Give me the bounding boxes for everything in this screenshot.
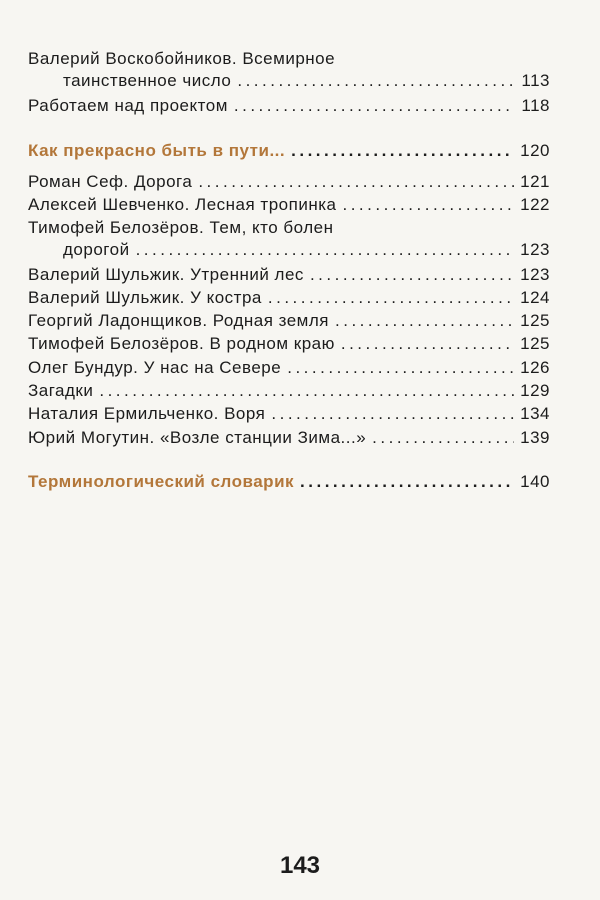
toc-entry-shulzhik-campfire[interactable] — [28, 287, 550, 309]
toc-entry-bundur[interactable] — [28, 357, 550, 379]
toc-entry-title: Загадки — [28, 381, 94, 400]
dot-leader — [99, 380, 514, 402]
section-heading-title: Терминологический словарик — [28, 472, 295, 491]
dot-leader — [300, 471, 514, 493]
toc-entry-title-continued: дорогой — [63, 240, 130, 259]
toc-entry-title-continued: таинственное число — [63, 71, 232, 90]
toc-page-number: 139 — [520, 428, 550, 447]
toc-entry-title: Валерий Шульжик. У костра — [28, 288, 262, 307]
toc-page-number: 126 — [520, 358, 550, 377]
toc-entry-title: Валерий Воскобойников. Всемирное — [28, 49, 336, 68]
toc-page-number: 125 — [520, 334, 550, 353]
toc-page-number: 124 — [520, 288, 550, 307]
toc-entry-title: Наталия Ермильченко. Воря — [28, 404, 266, 423]
toc-entry-mogutin[interactable] — [28, 427, 550, 449]
dot-leader — [310, 264, 514, 286]
toc-entry-title: Алексей Шевченко. Лесная тропинка — [28, 195, 337, 214]
dot-leader — [198, 171, 514, 193]
toc-entry-title: Тимофей Белозёров. Тем, кто болен — [28, 218, 334, 237]
toc-entry-sef[interactable] — [28, 171, 550, 193]
dot-leader — [372, 427, 514, 449]
toc-page-number: 140 — [520, 472, 550, 491]
toc-page-number: 122 — [520, 195, 550, 214]
toc-page-number: 121 — [520, 172, 550, 191]
dot-leader — [268, 287, 514, 309]
dot-leader — [341, 333, 514, 355]
toc-entry-project[interactable] — [28, 95, 550, 117]
toc-entry-belozerov-road[interactable] — [28, 217, 550, 261]
dot-leader — [342, 194, 514, 216]
section-heading-title: Как прекрасно быть в пути... — [28, 141, 286, 160]
toc-entry-ladonshchikov[interactable] — [28, 310, 550, 332]
toc-entry-title: Работаем над проектом — [28, 96, 228, 115]
toc-entry-title: Георгий Ладонщиков. Родная земля — [28, 311, 329, 330]
toc-page-number: 134 — [520, 404, 550, 423]
page-number: 143 — [279, 852, 321, 879]
toc-entry-riddles[interactable] — [28, 380, 550, 402]
toc-page-number: 120 — [520, 141, 550, 160]
toc-entry-shevchenko[interactable] — [28, 194, 550, 216]
toc-page-number: 123 — [520, 265, 550, 284]
toc-entry-shulzhik-forest[interactable] — [28, 264, 550, 286]
dot-leader — [287, 357, 514, 379]
dot-leader — [291, 140, 514, 162]
toc-entry-voskoboynikov[interactable] — [28, 48, 550, 92]
toc-entry-title: Валерий Шульжик. Утренний лес — [28, 265, 304, 284]
dot-leader — [335, 310, 514, 332]
toc-entry-title: Олег Бундур. У нас на Севере — [28, 358, 282, 377]
dot-leader — [237, 70, 514, 92]
toc-entry-ermilchenko[interactable] — [28, 403, 550, 425]
toc-entry-title: Юрий Могутин. «Возле станции Зима...» — [28, 428, 367, 447]
dot-leader — [271, 403, 514, 425]
toc-page-number: 118 — [521, 96, 550, 115]
dot-leader — [234, 95, 514, 117]
toc-page-number: 125 — [520, 311, 550, 330]
toc-entry-title: Тимофей Белозёров. В родном краю — [28, 334, 335, 353]
toc-section-heading-travel[interactable] — [28, 140, 550, 162]
toc-entry-title: Роман Сеф. Дорога — [28, 172, 193, 191]
toc-entry-belozerov-native[interactable] — [28, 333, 550, 355]
toc-section-heading-glossary[interactable] — [28, 471, 550, 493]
toc-page-number: 129 — [520, 381, 550, 400]
toc-page-number: 113 — [521, 71, 550, 90]
toc-page-number: 123 — [520, 240, 550, 259]
dot-leader — [136, 239, 514, 261]
